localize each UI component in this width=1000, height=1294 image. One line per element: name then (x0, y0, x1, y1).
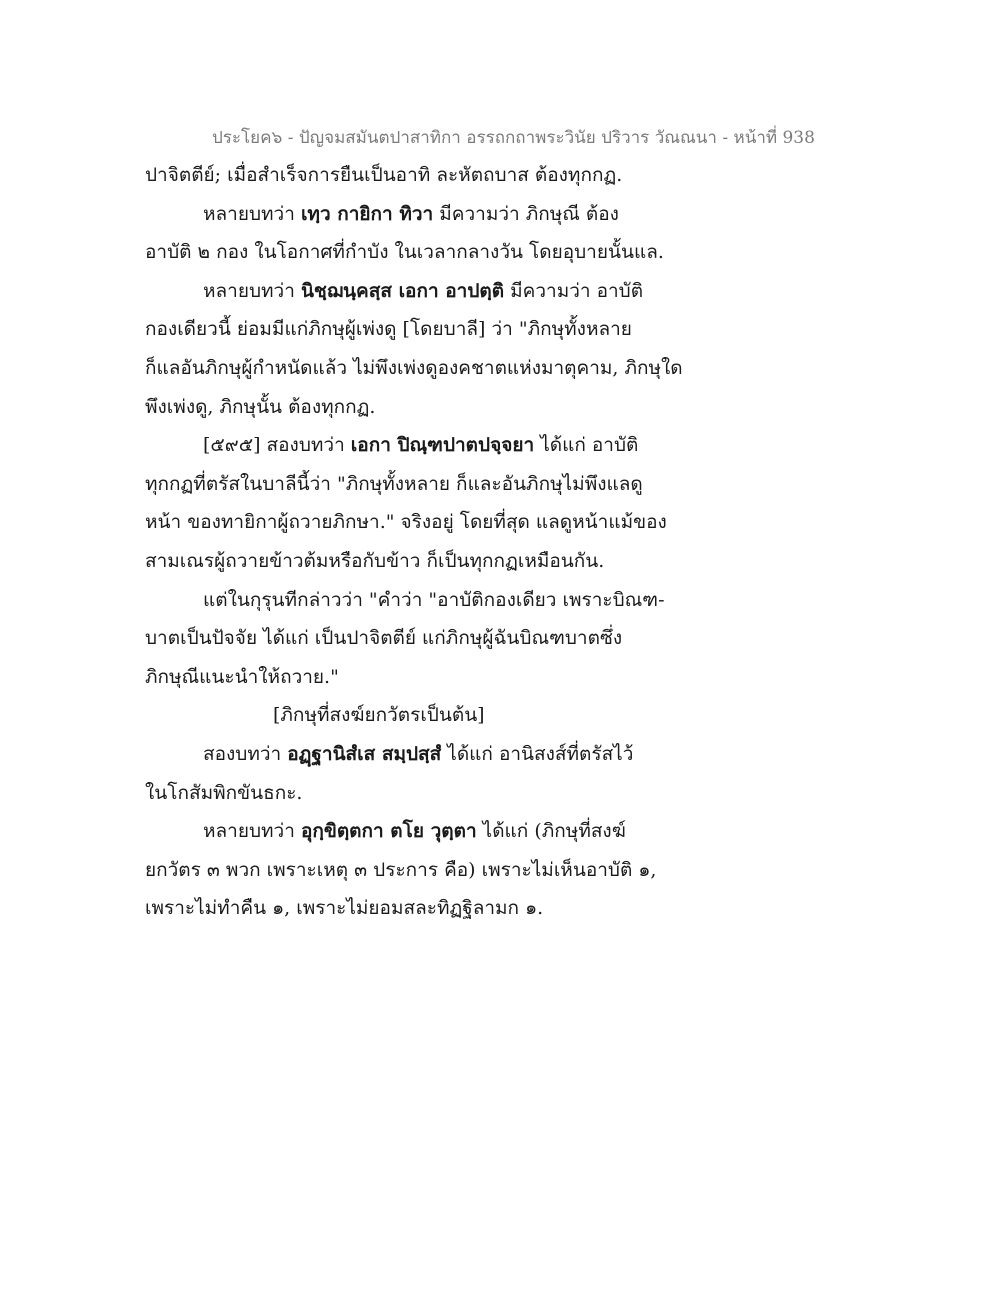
page-header: ประโยค๖ - ปัญจมสมันตปาสาทิกา อรรถกถาพระวินัย ปริวาร วัณณนา - หน้าที่ 938 (212, 128, 815, 148)
pali-term: เอกา ปิณฺฑปาตปจฺจยา (350, 434, 535, 457)
text-segment: แต่ในกุรุนทีกล่าวว่า "คำว่า "อาบัติกองเดียว เพราะบิณฑ- (203, 588, 665, 611)
text-segment: อาบัติ ๒ กอง ในโอกาศที่กำบัง ในเวลากลางวัน โดยอุบายนั้นแล. (145, 241, 664, 264)
text-line (145, 388, 865, 427)
text-segment: [๕๙๕] สองบทว่า (203, 434, 351, 457)
text-segment: ในโกสัมพิกขันธกะ. (145, 781, 303, 804)
text-segment: กองเดียวนี้ ย่อมมีแก่ภิกษุผู้เพ่งดู [โดยบาลี] ว่า "ภิกษุทั้งหลาย (145, 318, 632, 341)
text-segment: ได้แก่ (ภิกษุที่สงฆ์ (476, 820, 626, 843)
text-line (145, 658, 865, 697)
pali-term: เทฺว กายิกา ทิวา (300, 202, 434, 225)
text-segment: หลายบทว่า (203, 279, 301, 302)
text-segment: ก็แลอันภิกษุผู้กำหนัดแล้ว ไม่พึงเพ่งดูองคชาตแห่งมาตุคาม, ภิกษุใด (145, 356, 683, 379)
text-line (145, 735, 865, 774)
text-segment: ได้แก่ อานิสงส์ที่ตรัสไว้ (441, 742, 634, 765)
text-segment: ภิกษุณีแนะนำให้ถวาย." (145, 665, 339, 688)
text-segment: เพราะไม่ทำคืน ๑, เพราะไม่ยอมสละทิฏฐิลามก ๑. (145, 897, 544, 920)
section-heading (145, 696, 865, 735)
text-segment: หน้า ของทายิกาผู้ถวายภิกษา." จริงอยู่ โดยที่สุด แลดูหน้าแม้ของ (145, 511, 667, 534)
text-segment: สองบทว่า (203, 742, 288, 765)
text-line (145, 774, 865, 813)
text-line (145, 889, 865, 928)
text-line (145, 156, 865, 195)
text-line (145, 581, 865, 620)
text-segment: [ภิกษุที่สงฆ์ยกวัตรเป็นต้น] (273, 704, 485, 727)
text-line (145, 542, 865, 581)
text-segment: ได้แก่ อาบัติ (534, 434, 639, 457)
text-line (145, 503, 865, 542)
text-line (145, 426, 865, 465)
text-segment: มีความว่า ภิกษุณี ต้อง (433, 202, 619, 225)
text-line (145, 349, 865, 388)
text-segment: ปาจิตตีย์; เมื่อสำเร็จการยืนเป็นอาทิ ละหัตถบาส ต้องทุกกฏ. (145, 164, 623, 186)
text-line (145, 812, 865, 851)
text-segment: สามเณรผู้ถวายข้าวต้มหรือกับข้าว ก็เป็นทุกกฏเหมือนกัน. (145, 549, 605, 572)
text-segment: หลายบทว่า (203, 202, 301, 225)
text-segment: ยกวัตร ๓ พวก เพราะเหตุ ๓ ประการ คือ) เพราะไม่เห็นอาบัติ ๑, (145, 858, 657, 881)
text-segment: พึงเพ่งดู, ภิกษุนั้น ต้องทุกกฏ. (145, 395, 376, 418)
text-line (145, 619, 865, 658)
text-line (145, 465, 865, 504)
pali-term: นิชฺฌนฺคสฺส เอกา อาปตฺติ (300, 279, 505, 302)
text-segment: บาตเป็นปัจจัย ได้แก่ เป็นปาจิตตีย์ แก่ภิกษุผู้ฉันบิณฑบาตซึ่ง (145, 627, 623, 650)
text-line (145, 272, 865, 311)
text-segment: หลายบทว่า (203, 820, 301, 843)
text-line (145, 233, 865, 272)
body-text (145, 156, 865, 928)
pali-term: อุกฺขิตฺตกา ตโย วุตฺตา (300, 820, 477, 843)
text-segment: ทุกกฏที่ตรัสในบาลีนี้ว่า "ภิกษุทั้งหลาย ก็และอันภิกษุไม่พึงแลดู (145, 472, 643, 495)
pali-term: อฏฺฐานิสํเส สมฺปสฺสํ (287, 742, 442, 765)
text-line (145, 310, 865, 349)
text-line (145, 851, 865, 890)
text-segment: มีความว่า อาบัติ (504, 279, 644, 302)
text-line (145, 195, 865, 234)
